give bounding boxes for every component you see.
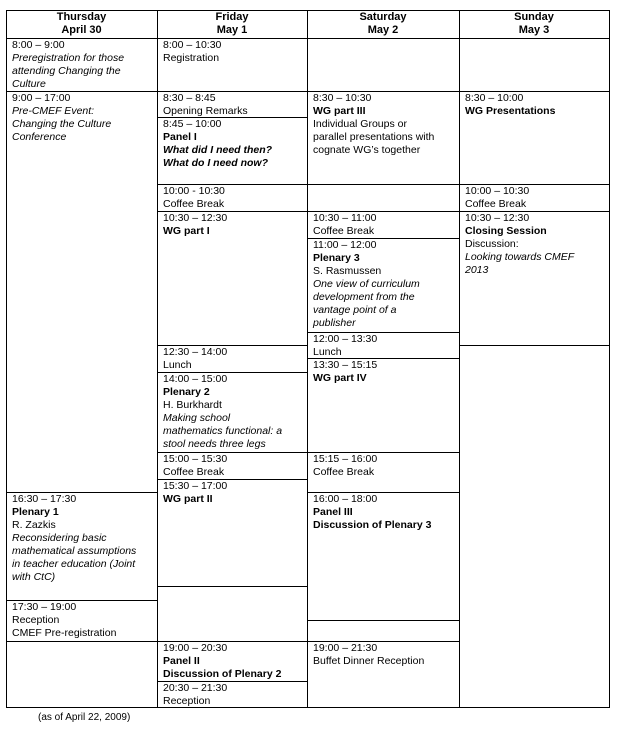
- session-text: Panel III: [313, 506, 353, 518]
- session-text: Changing the Culture: [12, 118, 112, 130]
- session-text: cognate WG’s together: [313, 144, 421, 156]
- session-time: 12:00 – 13:30: [313, 333, 378, 345]
- friday-session: [157, 117, 307, 170]
- session-text: Reception: [163, 695, 211, 707]
- friday-session: [157, 211, 307, 238]
- session-text: Closing Session: [465, 225, 547, 237]
- session-time: 10:30 – 12:30: [465, 212, 530, 224]
- session-text: Plenary 3: [313, 252, 360, 264]
- session-text: S. Rasmussen: [313, 265, 382, 277]
- session-text: Plenary 1: [12, 506, 59, 518]
- session-time: 10:00 - 10:30: [163, 185, 225, 197]
- session-text: Discussion of Plenary 3: [313, 519, 432, 531]
- session-text: Opening Remarks: [163, 105, 248, 117]
- friday-session: [157, 372, 307, 451]
- session-text: with CtC): [12, 571, 56, 583]
- header-saturday: Saturday May 2: [359, 11, 407, 36]
- session-text: in teacher education (Joint: [12, 558, 136, 570]
- header-sunday: Sunday May 3: [514, 11, 554, 36]
- session-time: 13:30 – 15:15: [313, 359, 378, 371]
- thursday-session: [6, 492, 157, 584]
- session-text: WG part II: [163, 493, 213, 505]
- friday-session: [157, 479, 307, 506]
- session-time: 10:30 – 12:30: [163, 212, 228, 224]
- session-text: mathematics functional: a: [163, 425, 283, 437]
- session-text: parallel presentations with: [313, 131, 435, 143]
- friday-session: [157, 345, 307, 372]
- friday-session: [157, 452, 307, 479]
- session-text: R. Zazkis: [12, 519, 56, 531]
- session-time: 19:00 – 21:30: [313, 642, 378, 654]
- session-time: 20:30 – 21:30: [163, 682, 228, 694]
- session-text: stool needs three legs: [163, 438, 266, 450]
- session-text: Reconsidering basic: [12, 532, 107, 544]
- session-time: 10:00 – 10:30: [465, 185, 530, 197]
- session-time: 14:00 – 15:00: [163, 373, 228, 385]
- session-text: WG part III: [313, 105, 366, 117]
- thursday-session: [6, 600, 157, 640]
- session-time: 8:30 – 10:00: [465, 92, 524, 104]
- session-text: What did I need then?: [163, 144, 273, 156]
- session-text: Coffee Break: [163, 198, 225, 210]
- session-text: publisher: [313, 317, 356, 329]
- saturday-session: [307, 641, 459, 668]
- session-text: Culture: [12, 78, 46, 90]
- session-text: attending Changing the: [12, 65, 121, 77]
- as-of-note: (as of April 22, 2009): [38, 712, 131, 723]
- session-text: CMEF Pre-registration: [12, 627, 117, 639]
- session-text: Individual Groups or: [313, 118, 407, 130]
- saturday-session: [307, 452, 459, 479]
- saturday-session: [307, 238, 459, 330]
- session-text: Buffet Dinner Reception: [313, 655, 425, 667]
- session-text: Making school: [163, 412, 231, 424]
- session-text: WG part I: [163, 225, 210, 237]
- sunday-session: [459, 211, 609, 277]
- friday-session: [157, 641, 307, 681]
- friday-session: [157, 184, 307, 211]
- session-time: 9:00 – 17:00: [12, 92, 71, 104]
- session-time: 11:00 – 12:00: [313, 239, 377, 251]
- session-text: H. Burkhardt: [163, 399, 222, 411]
- friday-session: [157, 91, 307, 118]
- session-text: Coffee Break: [313, 466, 375, 478]
- session-text: Conference: [12, 131, 67, 143]
- session-text: Plenary 2: [163, 386, 210, 398]
- header-thursday: Thursday April 30: [56, 11, 107, 36]
- sunday-session: [459, 184, 609, 211]
- session-text: 2013: [465, 264, 489, 276]
- session-text: Lunch: [163, 359, 192, 371]
- session-time: 15:00 – 15:30: [163, 453, 228, 465]
- session-time: 12:30 – 14:00: [163, 346, 228, 358]
- header-friday: Friday May 1: [215, 11, 249, 36]
- session-text: WG Presentations: [465, 105, 556, 117]
- session-text: Looking towards CMEF: [465, 251, 575, 263]
- saturday-session: [307, 91, 459, 157]
- session-text: Panel II: [163, 655, 200, 667]
- session-text: What do I need now?: [163, 157, 268, 169]
- saturday-session: [307, 492, 459, 532]
- session-time: 17:30 – 19:00: [12, 601, 77, 613]
- thursday-session: [6, 38, 157, 91]
- session-time: 10:30 – 11:00: [313, 212, 377, 224]
- session-text: One view of curriculum: [313, 278, 420, 290]
- session-text: development from the: [313, 291, 415, 303]
- session-time: 16:00 – 18:00: [313, 493, 378, 505]
- session-text: Discussion:: [465, 238, 519, 250]
- session-time: 19:00 – 20:30: [163, 642, 228, 654]
- session-text: Preregistration for those: [12, 52, 125, 64]
- session-time: 8:00 – 9:00: [12, 39, 65, 51]
- session-time: 8:30 – 10:30: [313, 92, 372, 104]
- session-text: WG part IV: [313, 372, 367, 384]
- session-time: 8:00 – 10:30: [163, 39, 222, 51]
- saturday-session: [307, 211, 459, 238]
- session-text: Lunch: [313, 346, 342, 358]
- thursday-session: [6, 91, 157, 144]
- session-text: Discussion of Plenary 2: [163, 668, 282, 680]
- saturday-session: [307, 358, 459, 385]
- session-text: Reception: [12, 614, 60, 626]
- session-time: 8:45 – 10:00: [163, 118, 222, 130]
- session-text: Coffee Break: [465, 198, 527, 210]
- sunday-session: [459, 91, 609, 118]
- session-time: 15:30 – 17:00: [163, 480, 228, 492]
- session-time: 15:15 – 16:00: [313, 453, 378, 465]
- session-text: Registration: [163, 52, 220, 64]
- session-text: vantage point of a: [313, 304, 397, 316]
- friday-session: [157, 681, 307, 708]
- session-text: Pre-CMEF Event:: [12, 105, 95, 117]
- session-text: Coffee Break: [163, 466, 225, 478]
- session-text: Panel I: [163, 131, 197, 143]
- session-text: Coffee Break: [313, 225, 375, 237]
- session-time: 16:30 – 17:30: [12, 493, 77, 505]
- saturday-session: [307, 332, 459, 359]
- session-time: 8:30 – 8:45: [163, 92, 216, 104]
- schedule-table: [6, 10, 609, 707]
- session-text: mathematical assumptions: [12, 545, 137, 557]
- friday-session: [157, 38, 307, 65]
